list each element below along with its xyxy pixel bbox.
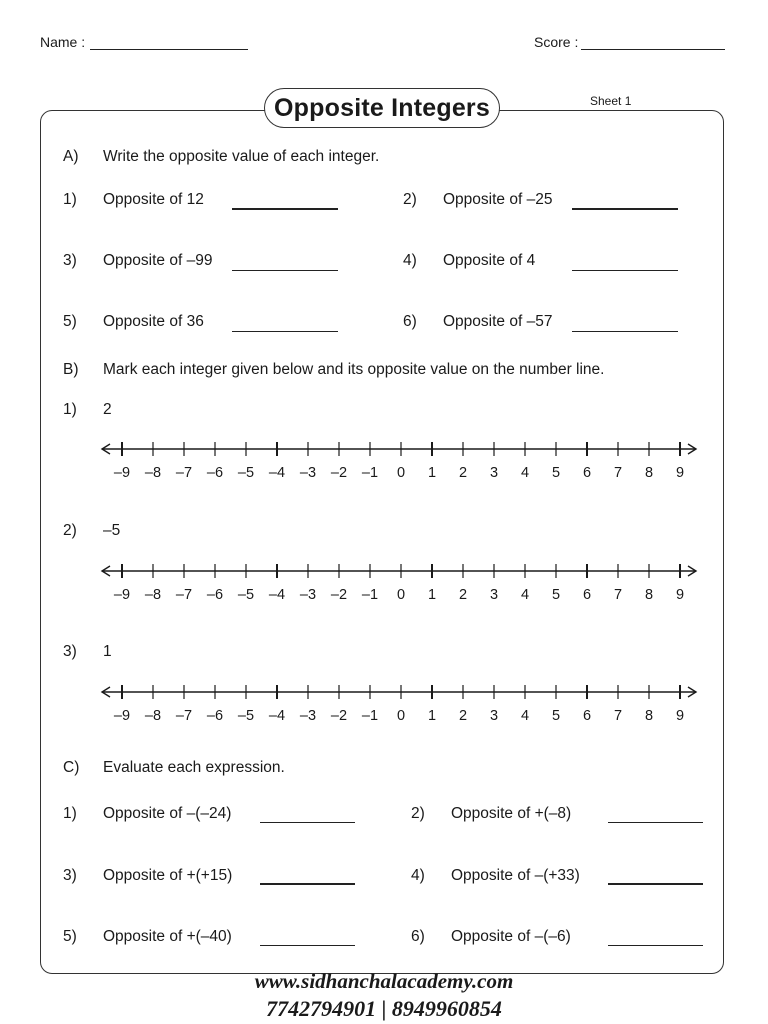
- c-item-1-answer-line[interactable]: [260, 822, 355, 823]
- tick-label: –6: [206, 465, 224, 481]
- tick-label: –9: [113, 587, 131, 603]
- a-item-1-number: 1): [63, 191, 77, 208]
- name-field-line[interactable]: [90, 49, 248, 50]
- tick-label: 3: [489, 587, 499, 603]
- c-item-6-answer-line[interactable]: [608, 945, 703, 946]
- tick-label: 0: [396, 465, 406, 481]
- number-line-svg: [100, 683, 700, 733]
- tick-label: –9: [113, 465, 131, 481]
- tick-label: 2: [458, 708, 468, 724]
- c-item-5-number: 5): [63, 928, 77, 945]
- a-item-4-number: 4): [403, 252, 417, 269]
- tick-label: 4: [520, 465, 530, 481]
- tick-label: –3: [299, 708, 317, 724]
- tick-label: 5: [551, 708, 561, 724]
- b-item-1-number: 1): [63, 401, 77, 418]
- tick-label: –7: [175, 708, 193, 724]
- a-item-1-answer-line[interactable]: [232, 208, 338, 210]
- c-item-2-question: Opposite of +(–8): [451, 805, 572, 822]
- score-field-line[interactable]: [581, 49, 725, 50]
- name-label: Name :: [40, 34, 86, 50]
- tick-label: –5: [237, 587, 255, 603]
- c-item-5-answer-line[interactable]: [260, 945, 355, 946]
- tick-label: –1: [361, 465, 379, 481]
- number-line-2[interactable]: [100, 562, 700, 612]
- tick-label: 2: [458, 465, 468, 481]
- tick-label: 7: [613, 587, 623, 603]
- tick-label: 5: [551, 587, 561, 603]
- tick-label: 6: [582, 587, 592, 603]
- tick-label: 0: [396, 587, 406, 603]
- b-item-3-value: 1: [103, 643, 112, 660]
- tick-label: –5: [237, 708, 255, 724]
- worksheet-title: Opposite Integers: [264, 88, 500, 128]
- a-item-3-answer-line[interactable]: [232, 270, 338, 271]
- c-item-3-question: Opposite of +(+15): [103, 867, 233, 884]
- tick-label: –4: [268, 708, 286, 724]
- b-item-3-number: 3): [63, 643, 77, 660]
- number-line-3[interactable]: [100, 683, 700, 733]
- a-item-2-answer-line[interactable]: [572, 208, 678, 210]
- tick-label: –1: [361, 587, 379, 603]
- tick-label: –4: [268, 465, 286, 481]
- tick-label: 1: [427, 587, 437, 603]
- tick-label: –6: [206, 587, 224, 603]
- section-b-letter: B): [63, 361, 79, 378]
- c-item-3-answer-line[interactable]: [260, 883, 355, 885]
- number-line-1[interactable]: [100, 440, 700, 490]
- tick-label: 9: [675, 708, 685, 724]
- section-a-letter: A): [63, 148, 79, 165]
- tick-label: –6: [206, 708, 224, 724]
- c-item-5-question: Opposite of +(–40): [103, 928, 232, 945]
- tick-label: 5: [551, 465, 561, 481]
- c-item-6-number: 6): [411, 928, 425, 945]
- tick-label: 0: [396, 708, 406, 724]
- c-item-4-question: Opposite of –(+33): [451, 867, 580, 884]
- tick-label: 6: [582, 708, 592, 724]
- a-item-5-answer-line[interactable]: [232, 331, 338, 332]
- tick-label: 6: [582, 465, 592, 481]
- tick-label: –9: [113, 708, 131, 724]
- tick-label: –7: [175, 465, 193, 481]
- tick-label: 1: [427, 708, 437, 724]
- a-item-6-question: Opposite of –57: [443, 313, 553, 330]
- tick-label: 3: [489, 465, 499, 481]
- c-item-1-number: 1): [63, 805, 77, 822]
- tick-label: 7: [613, 708, 623, 724]
- tick-label: 9: [675, 465, 685, 481]
- footer-phones: 7742794901 | 8949960854: [266, 996, 502, 1021]
- a-item-5-question: Opposite of 36: [103, 313, 204, 330]
- section-c-instruction: Evaluate each expression.: [103, 759, 285, 776]
- section-b-instruction: Mark each integer given below and its opposite value on the number line.: [103, 361, 605, 378]
- tick-label: –8: [144, 587, 162, 603]
- tick-label: –8: [144, 708, 162, 724]
- tick-label: –2: [330, 465, 348, 481]
- tick-label: –3: [299, 465, 317, 481]
- a-item-2-number: 2): [403, 191, 417, 208]
- tick-label: –5: [237, 465, 255, 481]
- c-item-1-question: Opposite of –(–24): [103, 805, 232, 822]
- footer-website: www.sidhanchalacademy.com: [254, 969, 514, 993]
- a-item-6-number: 6): [403, 313, 417, 330]
- tick-label: –3: [299, 587, 317, 603]
- tick-label: –8: [144, 465, 162, 481]
- tick-label: 3: [489, 708, 499, 724]
- c-item-3-number: 3): [63, 867, 77, 884]
- a-item-2-question: Opposite of –25: [443, 191, 553, 208]
- tick-label: 1: [427, 465, 437, 481]
- a-item-6-answer-line[interactable]: [572, 331, 678, 332]
- a-item-4-answer-line[interactable]: [572, 270, 678, 271]
- tick-label: 8: [644, 465, 654, 481]
- a-item-4-question: Opposite of 4: [443, 252, 536, 269]
- b-item-2-value: –5: [103, 522, 121, 539]
- c-item-2-answer-line[interactable]: [608, 822, 703, 823]
- number-line-svg: [100, 562, 700, 612]
- c-item-4-number: 4): [411, 867, 425, 884]
- a-item-3-number: 3): [63, 252, 77, 269]
- section-c-letter: C): [63, 759, 80, 776]
- a-item-5-number: 5): [63, 313, 77, 330]
- worksheet-frame: [40, 110, 724, 974]
- score-label: Score :: [534, 34, 579, 50]
- a-item-3-question: Opposite of –99: [103, 252, 213, 269]
- tick-label: 2: [458, 587, 468, 603]
- tick-label: –2: [330, 708, 348, 724]
- tick-label: 9: [675, 587, 685, 603]
- c-item-2-number: 2): [411, 805, 425, 822]
- tick-label: 8: [644, 708, 654, 724]
- tick-label: –1: [361, 708, 379, 724]
- c-item-6-question: Opposite of –(–6): [451, 928, 571, 945]
- tick-label: 4: [520, 587, 530, 603]
- section-a-instruction: Write the opposite value of each integer.: [103, 148, 380, 165]
- tick-label: 4: [520, 708, 530, 724]
- tick-label: 7: [613, 465, 623, 481]
- tick-label: –2: [330, 587, 348, 603]
- a-item-1-question: Opposite of 12: [103, 191, 204, 208]
- tick-label: 8: [644, 587, 654, 603]
- tick-label: –4: [268, 587, 286, 603]
- b-item-1-value: 2: [103, 401, 112, 418]
- tick-label: –7: [175, 587, 193, 603]
- c-item-4-answer-line[interactable]: [608, 883, 703, 885]
- sheet-number: Sheet 1: [590, 94, 632, 108]
- number-line-svg: [100, 440, 700, 490]
- b-item-2-number: 2): [63, 522, 77, 539]
